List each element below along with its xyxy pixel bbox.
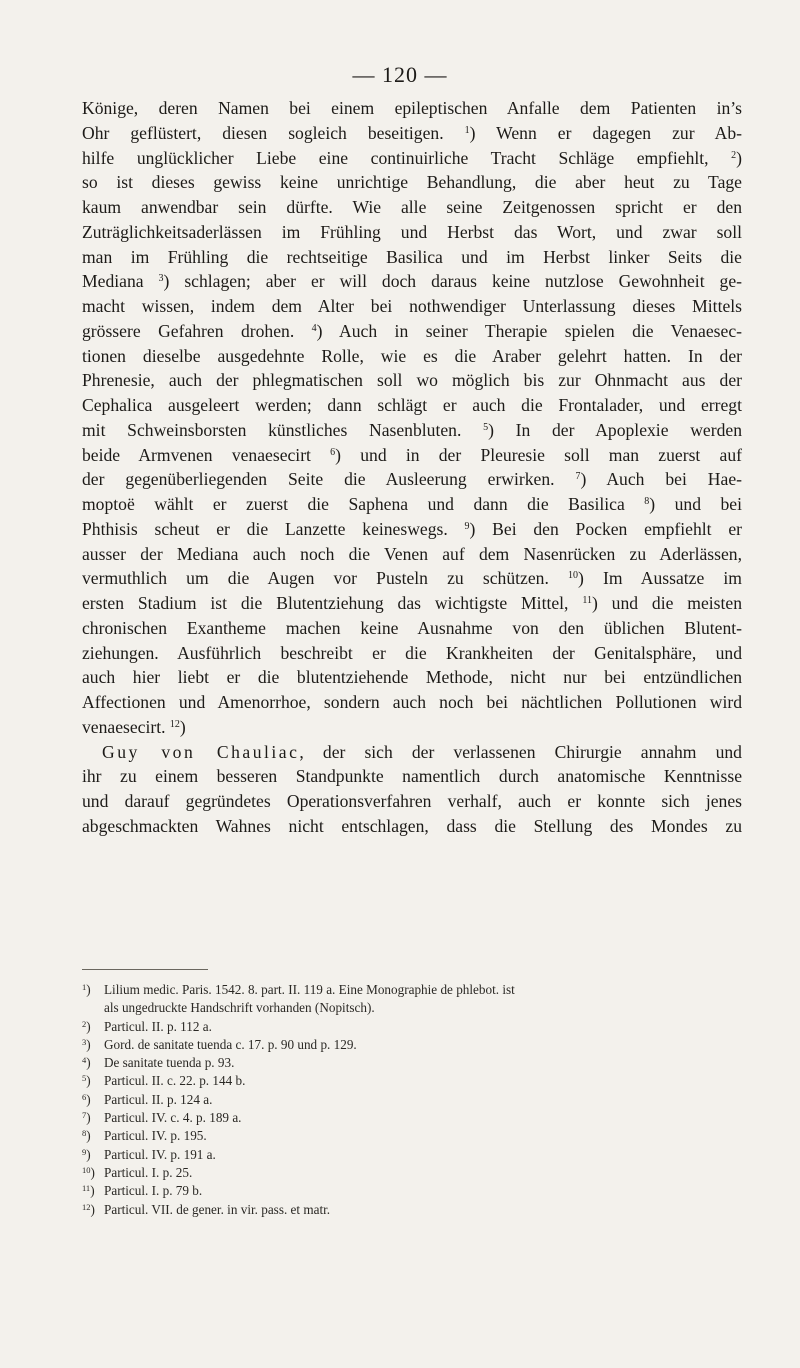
text-line bbox=[82, 245, 742, 270]
footnote-divider bbox=[82, 969, 208, 970]
text-line bbox=[82, 789, 742, 814]
footnote-marker: $^{12}$) bbox=[82, 1201, 95, 1217]
text-segment: und darauf gegründetes Operationsverfahren verhalf, auch er konnte sich jenes bbox=[82, 791, 742, 811]
footnote-number: 3 bbox=[82, 1036, 87, 1047]
footnote bbox=[82, 1072, 742, 1090]
text-segment: tionen dieselbe ausgedehnte Rolle, wie es die Araber gelehrt hatten. In der bbox=[82, 345, 742, 366]
text-line bbox=[82, 294, 742, 319]
text-segment: ) bbox=[179, 716, 186, 737]
footnote-number: 4 bbox=[82, 1055, 87, 1066]
text-line bbox=[82, 641, 742, 666]
text-segment: so ist dieses gewiss keine unrichtige Behandlung, die aber heut zu Tage bbox=[82, 172, 742, 193]
footnote-text: Particul. IV. p. 195. bbox=[104, 1128, 207, 1144]
footnote-text: Lilium medic. Paris. 1542. 8. part. II. 119 a. Eine Monographie de phlebot. ist bbox=[104, 982, 515, 997]
footnote bbox=[82, 1036, 742, 1054]
footnote-text: Particul. VII. de gener. in vir. pass. et matr. bbox=[104, 1201, 331, 1217]
footnote-marker: $^9$) bbox=[82, 1146, 91, 1162]
footnote-ref: 1 bbox=[464, 124, 470, 136]
footnote-number: 7 bbox=[82, 1110, 87, 1121]
text-segment: , der sich der verlassenen Chirurgie annahm und bbox=[299, 741, 742, 762]
text-line bbox=[82, 715, 742, 740]
footnote-text: Particul. II. c. 22. p. 144 b. bbox=[104, 1073, 246, 1089]
footnote-marker: $^6$) bbox=[82, 1091, 91, 1107]
text-segment: abgeschmackten Wahnes nicht entschlagen, dass die Stellung des Mondes zu bbox=[82, 815, 742, 836]
footnote-ref: 5 bbox=[483, 421, 489, 433]
footnote-marker: $^3$) bbox=[82, 1036, 91, 1052]
text-segment: ziehungen. Ausführlich beschreibt er die Krankheiten der Genitalsphäre, und bbox=[82, 642, 742, 663]
footnote bbox=[82, 981, 742, 999]
text-segment: Mediana bbox=[82, 271, 159, 292]
page-number: — 120 — bbox=[352, 62, 448, 87]
footnote-number: 9 bbox=[82, 1146, 87, 1157]
text-segment: moptoë wählt er zuerst die Saphena und dann die Basilica bbox=[82, 494, 645, 514]
text-line bbox=[82, 591, 742, 616]
text-line bbox=[82, 690, 742, 715]
text-line bbox=[82, 146, 742, 171]
text-line bbox=[82, 170, 742, 195]
text-segment: ) Wenn er dagegen zur Ab- bbox=[469, 122, 742, 143]
footnote-ref: 8 bbox=[644, 496, 650, 507]
footnote-ref: 2 bbox=[731, 149, 737, 161]
text-segment: chronischen Exantheme machen keine Ausnahme von den üblichen Blutent- bbox=[82, 617, 742, 638]
text-line bbox=[82, 368, 742, 393]
text-segment: venaesecirt. bbox=[82, 716, 170, 737]
footnote-text: Particul. II. p. 112 a. bbox=[104, 1018, 212, 1034]
text-segment: kaum anwendbar sein dürfte. Wie alle seine Zeitgenossen spricht er den bbox=[82, 197, 742, 217]
footnote-marker: $^2$) bbox=[82, 1018, 91, 1034]
text-segment: Cephalica ausgeleert werden; dann schlägt er auch die Frontalader, und erregt bbox=[82, 395, 742, 415]
text-line bbox=[82, 665, 742, 690]
text-segment: macht wissen, indem dem Alter bei nothwendiger Unterlassung dieses Mittels bbox=[82, 296, 742, 316]
text-segment: ) und die meisten bbox=[591, 593, 742, 613]
footnote-number: 8 bbox=[82, 1128, 87, 1139]
footnote-text: De sanitate tuenda p. 93. bbox=[104, 1055, 235, 1071]
text-segment: ) Im Aussatze im bbox=[578, 568, 742, 589]
footnote-marker: $^{11}$) bbox=[82, 1183, 95, 1199]
text-segment: ) und in der Pleuresie soll man zuerst auf bbox=[335, 444, 743, 465]
text-line bbox=[82, 764, 742, 789]
footnote-text: Particul. I. p. 25. bbox=[104, 1164, 193, 1180]
footnote-marker: $^5$) bbox=[82, 1073, 91, 1089]
footnote-ref: 9 bbox=[464, 520, 470, 532]
footnotes bbox=[82, 981, 742, 1219]
text-line bbox=[82, 616, 742, 641]
text-line bbox=[82, 195, 742, 220]
footnote bbox=[82, 1182, 742, 1200]
footnote-marker: $^4$) bbox=[82, 1055, 91, 1071]
text-line bbox=[82, 492, 742, 517]
text-segment: ihr zu einem besseren Standpunkte namentlich durch anatomische Kenntnisse bbox=[82, 766, 742, 787]
footnote-marker: $^8$) bbox=[82, 1128, 91, 1144]
text-line bbox=[82, 467, 742, 492]
text-segment: vermuthlich um die Augen vor Pusteln zu schützen. bbox=[82, 568, 568, 589]
text-segment: ) Auch in seiner Therapie spielen die Venaesec- bbox=[316, 320, 742, 341]
text-segment: ) Auch bei Hae- bbox=[580, 469, 742, 490]
text-line bbox=[82, 566, 742, 591]
footnote-marker: $^7$) bbox=[82, 1110, 91, 1126]
text-line bbox=[82, 121, 742, 146]
text-segment: ) Bei den Pocken empfiehlt er bbox=[469, 518, 742, 539]
footnote-ref: 12 bbox=[169, 718, 180, 730]
footnote-text: als ungedruckte Handschrift vorhanden (Nopitsch). bbox=[104, 1000, 375, 1016]
text-segment: Phrenesie, auch der phlegmatischen soll wo möglich bis zur Ohnmacht aus der bbox=[82, 370, 742, 391]
footnote-text: Particul. I. p. 79 b. bbox=[104, 1183, 203, 1199]
text-segment: beide Armvenen venaesecirt bbox=[82, 444, 331, 465]
text-segment: Phthisis scheut er die Lanzette keineswegs. bbox=[82, 518, 465, 539]
text-line bbox=[82, 96, 742, 121]
text-line bbox=[82, 418, 742, 443]
text-line bbox=[82, 443, 742, 468]
footnote bbox=[82, 1127, 742, 1145]
text-line bbox=[82, 542, 742, 567]
footnote-number: 6 bbox=[82, 1091, 87, 1102]
footnote-marker: $^{10}$) bbox=[82, 1164, 95, 1180]
text-line bbox=[82, 344, 742, 369]
body-text bbox=[82, 96, 742, 839]
footnote bbox=[82, 1109, 742, 1127]
text-line bbox=[82, 319, 742, 344]
text-segment: Affectionen und Amenorrhoe, sondern auch noch bei nächtlichen Pollutionen wird bbox=[82, 692, 742, 712]
footnote-number: 10 bbox=[82, 1164, 91, 1175]
text-segment: ) und bei bbox=[649, 494, 743, 514]
footnote-text: Particul. IV. c. 4. p. 189 a. bbox=[104, 1110, 242, 1126]
footnote bbox=[82, 1201, 742, 1219]
footnote-ref: 11 bbox=[582, 595, 592, 606]
text-segment: Ohr geflüstert, diesen sogleich beseitigen. bbox=[82, 122, 465, 143]
footnote bbox=[82, 1091, 742, 1109]
footnote-marker: $^1$) bbox=[82, 982, 91, 997]
footnote bbox=[82, 1146, 742, 1164]
text-line bbox=[82, 269, 742, 294]
footnote-number: 5 bbox=[82, 1073, 87, 1084]
person-name: Guy von Chauliac bbox=[102, 741, 300, 762]
text-segment: mit Schweinsborsten künstliches Nasenbluten. bbox=[82, 419, 484, 440]
footnote bbox=[82, 1164, 742, 1182]
footnote-ref: 7 bbox=[575, 471, 581, 483]
text-segment: der gegenüberliegenden Seite die Ausleerung erwirken. bbox=[82, 469, 576, 490]
footnote-ref: 3 bbox=[158, 273, 164, 285]
text-line bbox=[82, 220, 742, 245]
text-segment: ) In der Apoplexie werden bbox=[488, 419, 742, 440]
footnote-number: 2 bbox=[82, 1018, 87, 1029]
footnote bbox=[82, 999, 742, 1017]
text-segment: ) schlagen; aber er will doch daraus keine nutzlose Gewohnheit ge- bbox=[163, 271, 742, 292]
text-segment: auch hier liebt er die blutentziehende Methode, nicht nur bei entzündlichen bbox=[82, 667, 742, 688]
text-line bbox=[82, 517, 742, 542]
footnote-number: 1 bbox=[82, 982, 87, 992]
text-line bbox=[82, 814, 742, 839]
footnote-number: 12 bbox=[82, 1201, 91, 1212]
footnote-text: Particul. IV. p. 191 a. bbox=[104, 1146, 216, 1162]
text-segment: ersten Stadium ist die Blutentziehung das wichtigste Mittel, bbox=[82, 593, 583, 613]
text-segment: ) bbox=[736, 147, 742, 168]
text-segment: Könige, deren Namen bei einem epileptischen Anfalle dem Patienten in’s bbox=[82, 98, 742, 118]
text-line bbox=[82, 393, 742, 418]
footnote-number: 11 bbox=[82, 1183, 91, 1194]
footnote-ref: 10 bbox=[568, 570, 578, 582]
footnote-ref: 6 bbox=[330, 446, 336, 458]
text-segment: ausser der Mediana auch noch die Venen auf dem Nasenrücken zu Aderlässen, bbox=[82, 543, 742, 564]
footnote-ref: 4 bbox=[311, 322, 317, 334]
footnote-text: Gord. de sanitate tuenda c. 17. p. 90 und p. 129. bbox=[104, 1036, 357, 1052]
text-line bbox=[82, 740, 742, 765]
text-segment: hilfe unglücklicher Liebe eine continuirliche Tracht Schläge empfiehlt, bbox=[82, 147, 732, 168]
footnote-text: Particul. II. p. 124 a. bbox=[104, 1091, 213, 1107]
footnote bbox=[82, 1054, 742, 1072]
footnote bbox=[82, 1018, 742, 1036]
text-segment: grössere Gefahren drohen. bbox=[82, 320, 312, 341]
text-segment: man im Frühling die rechtseitige Basilica und im Herbst linker Seits die bbox=[82, 246, 742, 267]
text-segment: Zuträglichkeitsaderlässen im Frühling und Herbst das Wort, und zwar soll bbox=[82, 221, 742, 242]
